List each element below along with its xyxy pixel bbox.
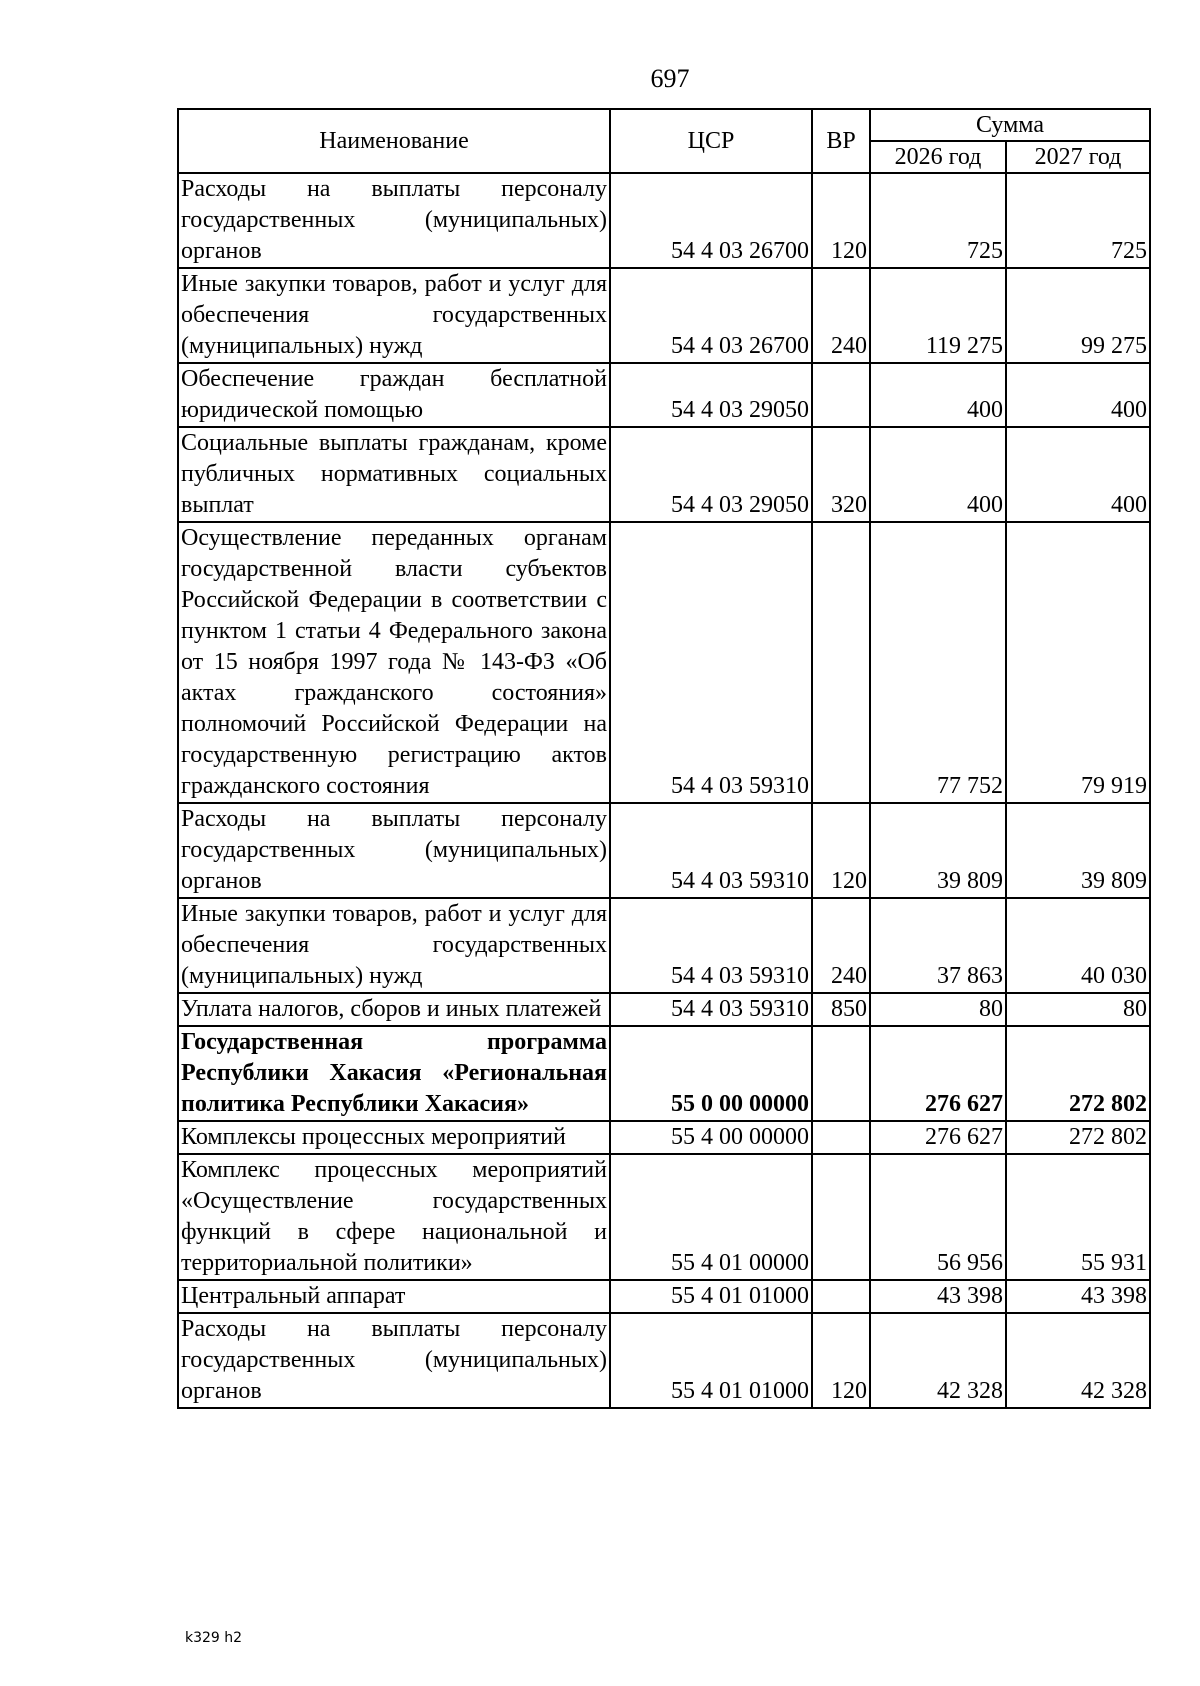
row-csr: 54 4 03 59310 [610, 993, 812, 1026]
row-vr [812, 1280, 870, 1313]
row-name: Комплексы процессных мероприятий [178, 1121, 610, 1154]
row-name: Обеспечение граждан бесплатной юридической помощью [178, 363, 610, 427]
header-row-1 [178, 109, 1150, 141]
row-amount-2027: 400 [1006, 363, 1150, 427]
header-year-2027: 2027 год [1006, 141, 1150, 173]
row-amount-2027: 42 328 [1006, 1313, 1150, 1408]
row-vr: 120 [812, 173, 870, 268]
row-csr: 55 0 00 00000 [610, 1026, 812, 1121]
row-vr [812, 363, 870, 427]
row-name: Расходы на выплаты персоналу государственных (муниципальных) органов [178, 173, 610, 268]
header-csr: ЦСР [610, 109, 812, 173]
row-csr: 55 4 01 01000 [610, 1313, 812, 1408]
row-csr: 54 4 03 29050 [610, 427, 812, 522]
row-name: Комплекс процессных мероприятий «Осуществление государственных функций в сфере национальной и территориальной политики» [178, 1154, 610, 1280]
row-amount-2026: 400 [870, 427, 1006, 522]
row-amount-2027: 39 809 [1006, 803, 1150, 898]
row-amount-2027: 400 [1006, 427, 1150, 522]
row-vr: 240 [812, 268, 870, 363]
table-row [178, 1313, 1150, 1408]
row-amount-2026: 400 [870, 363, 1006, 427]
row-csr: 55 4 01 01000 [610, 1280, 812, 1313]
header-name: Наименование [178, 109, 610, 173]
row-amount-2026: 725 [870, 173, 1006, 268]
row-vr [812, 1154, 870, 1280]
row-csr: 54 4 03 59310 [610, 803, 812, 898]
row-name: Расходы на выплаты персоналу государственных (муниципальных) органов [178, 803, 610, 898]
row-amount-2027: 43 398 [1006, 1280, 1150, 1313]
row-name: Иные закупки товаров, работ и услуг для обеспечения государственных (муниципальных) нужд [178, 268, 610, 363]
row-csr: 55 4 01 00000 [610, 1154, 812, 1280]
row-name: Социальные выплаты гражданам, кроме публичных нормативных социальных выплат [178, 427, 610, 522]
row-amount-2026: 119 275 [870, 268, 1006, 363]
table-row [178, 363, 1150, 427]
row-csr: 54 4 03 26700 [610, 268, 812, 363]
table-row [178, 173, 1150, 268]
row-amount-2026: 80 [870, 993, 1006, 1026]
row-amount-2027: 79 919 [1006, 522, 1150, 803]
table-row [178, 1026, 1150, 1121]
page-number: 697 [650, 64, 690, 93]
row-vr: 120 [812, 1313, 870, 1408]
row-vr [812, 1026, 870, 1121]
footer-code: k329 h2 [185, 1630, 243, 1646]
row-amount-2027: 272 802 [1006, 1121, 1150, 1154]
row-vr: 240 [812, 898, 870, 993]
table-row [178, 1154, 1150, 1280]
row-vr: 120 [812, 803, 870, 898]
row-amount-2027: 272 802 [1006, 1026, 1150, 1121]
row-name: Государственная программа Республики Хакасия «Региональная политика Республики Хакасия» [178, 1026, 610, 1121]
header-vr: ВР [812, 109, 870, 173]
row-csr: 54 4 03 59310 [610, 522, 812, 803]
row-vr: 320 [812, 427, 870, 522]
row-amount-2026: 276 627 [870, 1121, 1006, 1154]
row-csr: 54 4 03 29050 [610, 363, 812, 427]
table-row [178, 1280, 1150, 1313]
row-amount-2026: 37 863 [870, 898, 1006, 993]
row-amount-2026: 276 627 [870, 1026, 1006, 1121]
row-csr: 54 4 03 26700 [610, 173, 812, 268]
row-csr: 55 4 00 00000 [610, 1121, 812, 1154]
table-body [178, 173, 1150, 1408]
row-csr: 54 4 03 59310 [610, 898, 812, 993]
row-amount-2027: 99 275 [1006, 268, 1150, 363]
row-amount-2027: 40 030 [1006, 898, 1150, 993]
table-row [178, 522, 1150, 803]
table-row [178, 1121, 1150, 1154]
row-amount-2027: 725 [1006, 173, 1150, 268]
header-year-2026: 2026 год [870, 141, 1006, 173]
row-amount-2027: 55 931 [1006, 1154, 1150, 1280]
row-amount-2026: 43 398 [870, 1280, 1006, 1313]
row-vr: 850 [812, 993, 870, 1026]
header-sum: Сумма [870, 109, 1150, 141]
row-amount-2026: 56 956 [870, 1154, 1006, 1280]
row-vr [812, 1121, 870, 1154]
row-amount-2026: 39 809 [870, 803, 1006, 898]
row-amount-2026: 77 752 [870, 522, 1006, 803]
budget-table [177, 108, 1151, 1409]
row-name: Уплата налогов, сборов и иных платежей [178, 993, 610, 1026]
table-row [178, 427, 1150, 522]
row-name: Расходы на выплаты персоналу государственных (муниципальных) органов [178, 1313, 610, 1408]
row-name: Осуществление переданных органам государственной власти субъектов Российской Федерации в соответствии с пунктом 1 статьи 4 Федерального закона от 15 ноября 1997 года № 143-ФЗ «Об актах гражданского состояния» полномочий Российской Федерации на государственную регистрацию актов гражданского состояния [178, 522, 610, 803]
table-row [178, 898, 1150, 993]
row-name: Иные закупки товаров, работ и услуг для обеспечения государственных (муниципальных) нужд [178, 898, 610, 993]
table-row [178, 268, 1150, 363]
row-vr [812, 522, 870, 803]
row-amount-2026: 42 328 [870, 1313, 1006, 1408]
table-row [178, 803, 1150, 898]
row-name: Центральный аппарат [178, 1280, 610, 1313]
row-amount-2027: 80 [1006, 993, 1150, 1026]
table-row [178, 993, 1150, 1026]
